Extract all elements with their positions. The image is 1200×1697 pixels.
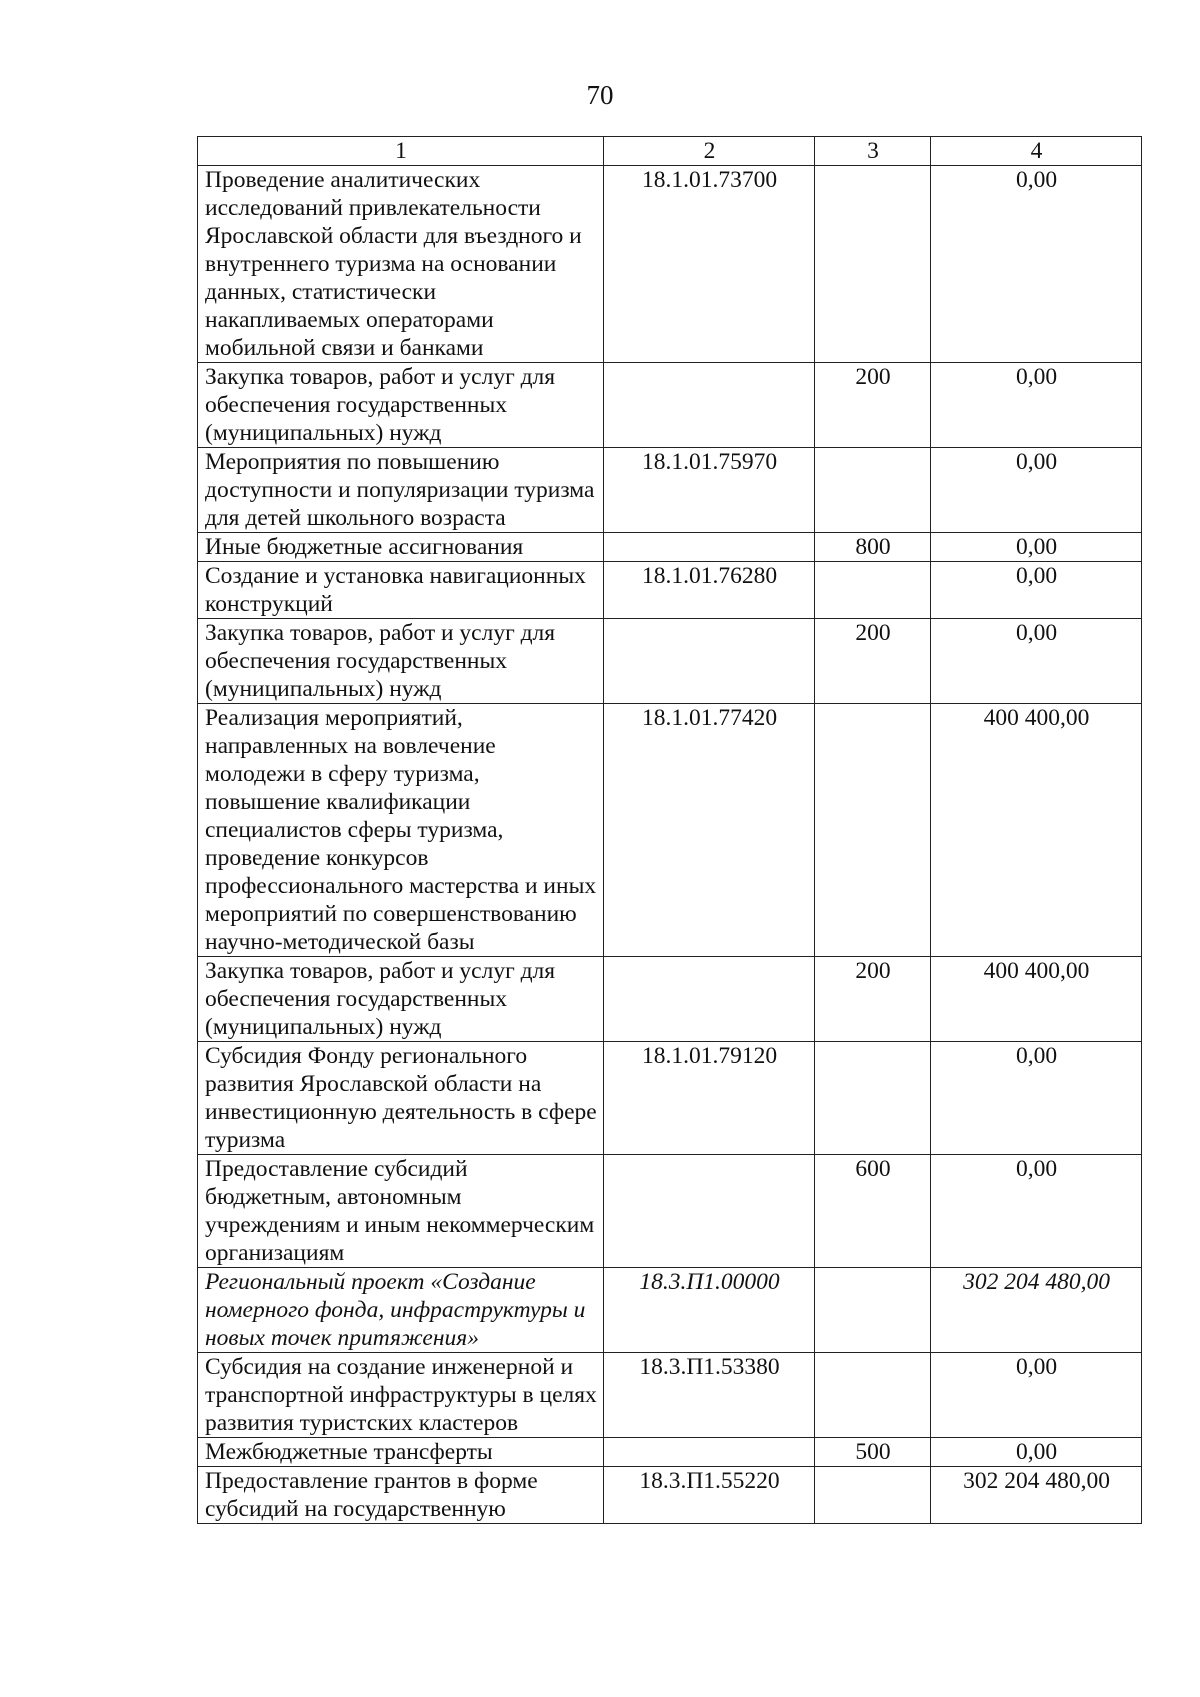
table-row [198, 1353, 1142, 1438]
row-amount-cell: 0,00 [931, 166, 1142, 363]
row-amount-cell: 400 400,00 [931, 704, 1142, 957]
table-row-project [198, 1268, 1142, 1353]
row-code-cell: 18.1.01.75970 [604, 448, 815, 533]
row-code-cell: 18.3.П1.00000 [604, 1268, 815, 1353]
table-row [198, 1438, 1142, 1467]
table-row [198, 1155, 1142, 1268]
row-name-cell: Закупка товаров, работ и услуг для обеспечения государственных (муниципальных) нужд [198, 363, 604, 448]
column-header-2: 2 [604, 137, 815, 166]
row-code-cell [604, 957, 815, 1042]
row-code-cell: 18.1.01.79120 [604, 1042, 815, 1155]
budget-table [197, 136, 1142, 1524]
row-amount-cell: 0,00 [931, 533, 1142, 562]
row-code-cell [604, 363, 815, 448]
row-code-cell: 18.1.01.77420 [604, 704, 815, 957]
table-body [198, 166, 1142, 1524]
row-type-cell [815, 1042, 931, 1155]
row-amount-cell: 0,00 [931, 619, 1142, 704]
row-code-cell: 18.1.01.76280 [604, 562, 815, 619]
row-amount-cell: 0,00 [931, 363, 1142, 448]
table-row [198, 957, 1142, 1042]
row-amount-cell: 0,00 [931, 1155, 1142, 1268]
row-code-cell: 18.3.П1.53380 [604, 1353, 815, 1438]
row-type-cell [815, 562, 931, 619]
row-name-cell: Реализация мероприятий, направленных на вовлечение молодежи в сферу туризма, повышение квалификации специалистов сферы туризма, проведение конкурсов профессионального мастерства и иных мероприятий по совершенствованию научно-методической базы [198, 704, 604, 957]
column-header-4: 4 [931, 137, 1142, 166]
column-header-1: 1 [198, 137, 604, 166]
row-type-cell [815, 166, 931, 363]
row-name-cell: Предоставление субсидий бюджетным, автономным учреждениям и иным некоммерческим организациям [198, 1155, 604, 1268]
row-code-cell [604, 1438, 815, 1467]
row-name-cell: Иные бюджетные ассигнования [198, 533, 604, 562]
row-type-cell: 500 [815, 1438, 931, 1467]
table-row [198, 1467, 1142, 1524]
row-type-cell [815, 448, 931, 533]
row-type-cell: 800 [815, 533, 931, 562]
row-code-cell [604, 619, 815, 704]
column-header-3: 3 [815, 137, 931, 166]
table-row [198, 1042, 1142, 1155]
row-amount-cell: 0,00 [931, 448, 1142, 533]
row-amount-cell: 0,00 [931, 562, 1142, 619]
row-type-cell [815, 1353, 931, 1438]
table-row [198, 533, 1142, 562]
row-amount-cell: 302 204 480,00 [931, 1268, 1142, 1353]
table-row [198, 166, 1142, 363]
row-amount-cell: 302 204 480,00 [931, 1467, 1142, 1524]
row-name-cell: Проведение аналитических исследований привлекательности Ярославской области для въездного и внутреннего туризма на основании данных, статистически накапливаемых операторами мобильной связи и банками [198, 166, 604, 363]
row-type-cell: 200 [815, 363, 931, 448]
table-row [198, 619, 1142, 704]
row-amount-cell: 0,00 [931, 1042, 1142, 1155]
row-name-cell: Региональный проект «Создание номерного фонда, инфраструктуры и новых точек притяжения» [198, 1268, 604, 1353]
table-row [198, 704, 1142, 957]
row-amount-cell: 0,00 [931, 1353, 1142, 1438]
row-name-cell: Мероприятия по повышению доступности и популяризации туризма для детей школьного возраста [198, 448, 604, 533]
row-code-cell: 18.1.01.73700 [604, 166, 815, 363]
page-number: 70 [586, 80, 614, 110]
row-amount-cell: 0,00 [931, 1438, 1142, 1467]
row-code-cell [604, 1155, 815, 1268]
row-name-cell: Закупка товаров, работ и услуг для обеспечения государственных (муниципальных) нужд [198, 957, 604, 1042]
row-amount-cell: 400 400,00 [931, 957, 1142, 1042]
row-type-cell: 600 [815, 1155, 931, 1268]
row-name-cell: Создание и установка навигационных конструкций [198, 562, 604, 619]
row-type-cell [815, 1268, 931, 1353]
row-code-cell [604, 533, 815, 562]
row-type-cell [815, 1467, 931, 1524]
row-type-cell: 200 [815, 957, 931, 1042]
table-row [198, 363, 1142, 448]
row-name-cell: Субсидия на создание инженерной и транспортной инфраструктуры в целях развития туристских кластеров [198, 1353, 604, 1438]
row-type-cell: 200 [815, 619, 931, 704]
table-row [198, 448, 1142, 533]
row-name-cell: Закупка товаров, работ и услуг для обеспечения государственных (муниципальных) нужд [198, 619, 604, 704]
row-name-cell: Межбюджетные трансферты [198, 1438, 604, 1467]
row-code-cell: 18.3.П1.55220 [604, 1467, 815, 1524]
row-type-cell [815, 704, 931, 957]
table-header-row [198, 137, 1142, 166]
row-name-cell: Субсидия Фонду регионального развития Ярославской области на инвестиционную деятельность в сфере туризма [198, 1042, 604, 1155]
row-name-cell: Предоставление грантов в форме субсидий на государственную [198, 1467, 604, 1524]
table-row [198, 562, 1142, 619]
